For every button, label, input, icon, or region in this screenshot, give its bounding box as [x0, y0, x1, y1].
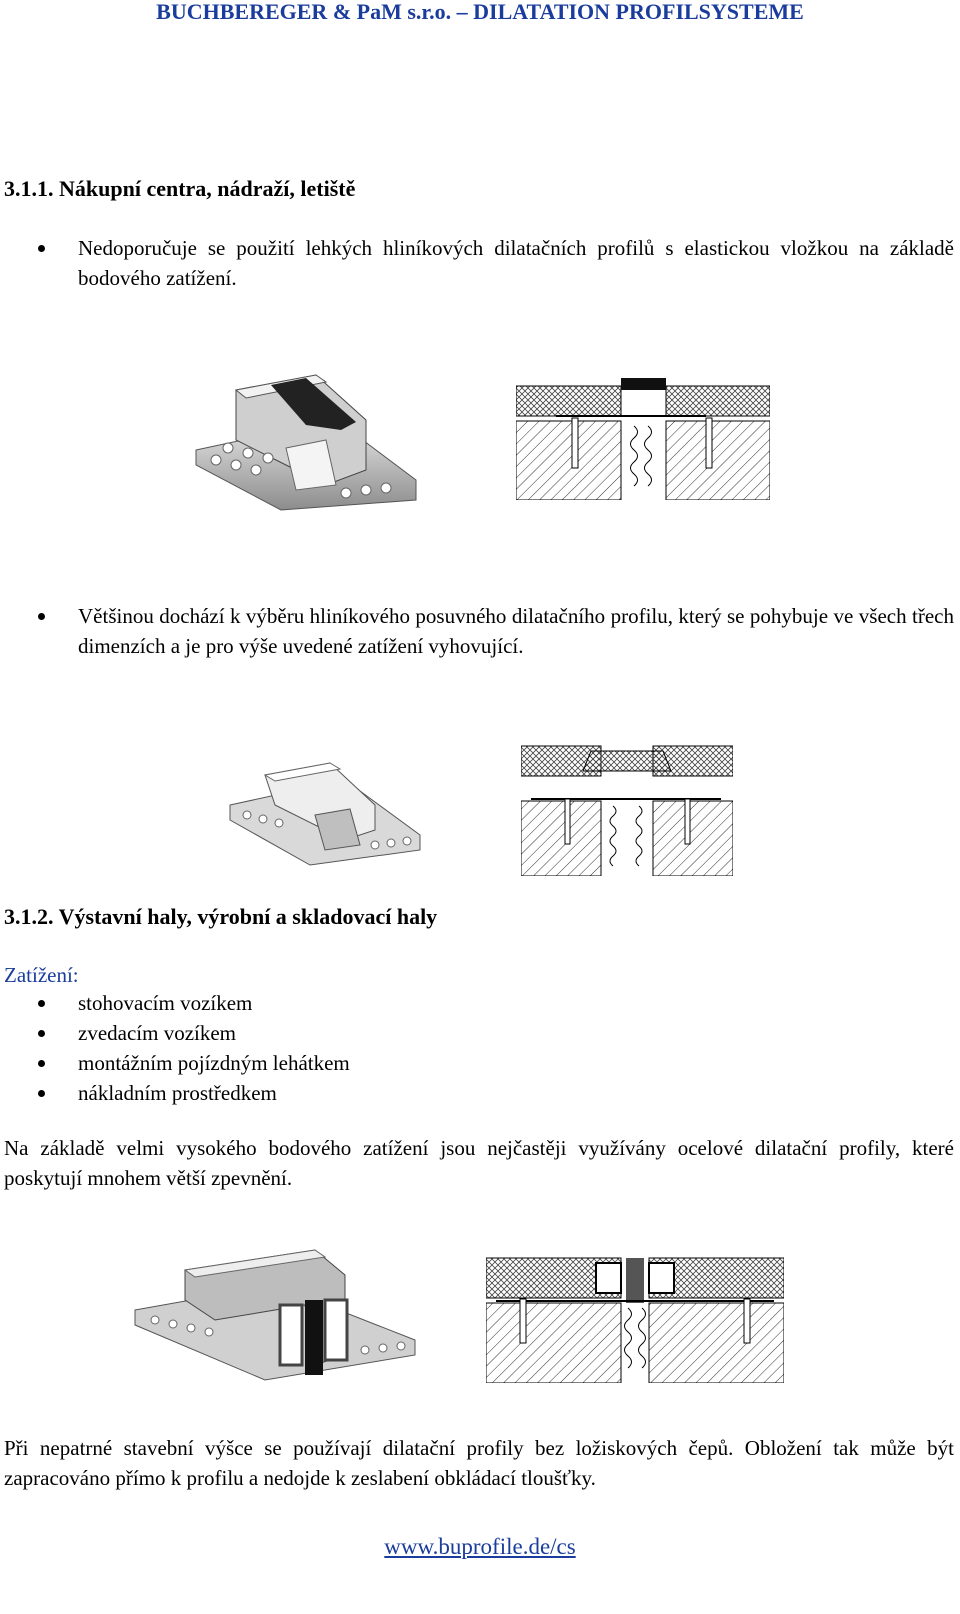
profile-photo-steel — [125, 1245, 425, 1390]
bullet-text: Nedoporučuje se použití lehkých hliníkových dilatačních profilů s elastickou vložkou na základě bodového zatížení. — [78, 236, 954, 290]
website-link[interactable]: www.buprofile.de/cs — [384, 1534, 576, 1559]
bullet-text: Většinou dochází k výběru hliníkového posuvného dilatačního profilu, který se pohybuje ve všech třech dimenzích a je pro výše uvedené zatížení vyhovující. — [78, 604, 954, 658]
profile-cross-section-drawing — [516, 376, 770, 500]
bullet-dot — [38, 1000, 45, 1007]
bullet-dot — [38, 613, 45, 620]
bullet-dot — [38, 1060, 45, 1067]
list-item — [40, 1018, 350, 1048]
list-item-text: montážním pojízdným lehátkem — [78, 1051, 350, 1075]
section-heading-3-1-1: 3.1.1. Nákupní centra, nádraží, letiště — [4, 176, 356, 201]
list-item-text: zvedacím vozíkem — [78, 1021, 237, 1045]
section-heading-3-1-2: 3.1.2. Výstavní haly, výrobní a skladovací haly — [4, 904, 438, 929]
document-header: BUCHBEREGER & PaM s.r.o. – DILATATION PROFILSYSTEME — [156, 0, 804, 24]
bullet-dot — [38, 1090, 45, 1097]
profile-cross-section-drawing — [521, 741, 733, 876]
load-label: Zatížení: — [4, 963, 79, 987]
bullet-item — [40, 601, 954, 661]
profile-photo-sliding — [215, 735, 430, 875]
list-item — [40, 1078, 350, 1108]
list-item — [40, 988, 350, 1018]
bullet-dot — [38, 245, 45, 252]
list-item-text: nákladním prostředkem — [78, 1081, 277, 1105]
load-list — [40, 988, 350, 1108]
list-item-text: stohovacím vozíkem — [78, 991, 253, 1015]
paragraph-steel-profiles: Na základě velmi vysokého bodového zatížení jsou nejčastěji využívány ocelové dilatační profily, které poskytují mnohem větší zpevnění. — [4, 1136, 954, 1190]
profile-photo-rubber-insert — [176, 360, 430, 530]
profile-cross-section-drawing — [486, 1253, 784, 1383]
bullet-item — [40, 233, 954, 293]
list-item — [40, 1048, 350, 1078]
paragraph-low-height-profiles: Při nepatrné stavební výšce se používají dilatační profily bez ložiskových čepů. Obložení tak může být zapracováno přímo k profilu a nedojde k zeslabení obkládací tloušťky. — [4, 1436, 954, 1490]
bullet-dot — [38, 1030, 45, 1037]
